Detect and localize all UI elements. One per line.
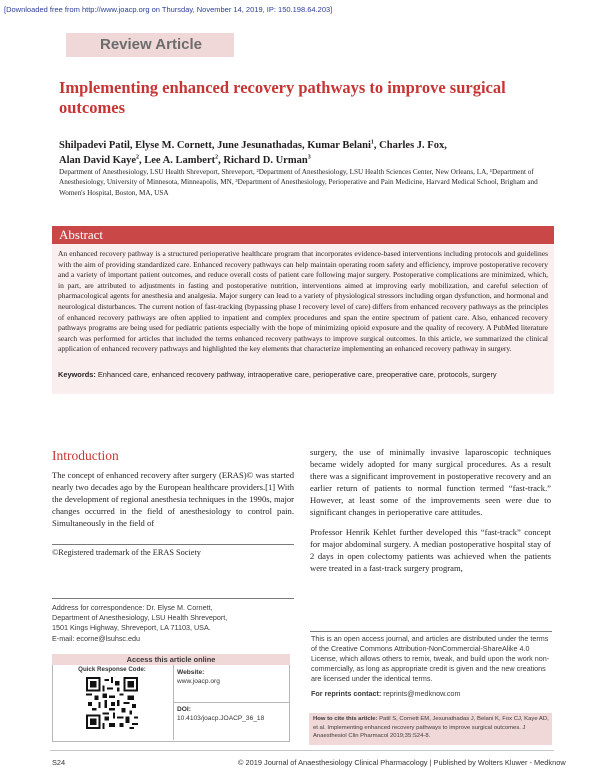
- col2-paragraph-1: surgery, the use of minimally invasive laparoscopic techniques became widely adopted for many surgical procedures. As a result there was a significant improvement in postoperative recovery and an earlier return of patients to normal function termed “fast-track.” However, at least some of the improvements seen were due to significant changes in perioperative care attitudes.: [310, 447, 551, 517]
- copyright-footer: © 2019 Journal of Anaesthesiology Clinical Pharmacology | Published by Wolters Kluwer - Medknow: [238, 758, 566, 767]
- authors-line1: Shilpadevi Patil, Elyse M. Cornett, June Jesunathadas, Kumar Belani: [59, 140, 371, 151]
- reprints-email[interactable]: reprints@medknow.com: [383, 689, 461, 698]
- access-online-heading: Access this article online: [52, 654, 290, 665]
- correspondence-line: 1501 Kings Highway, Shreveport, LA 71103, USA.: [52, 623, 211, 633]
- footnote-divider: [52, 544, 294, 545]
- abstract-text: An enhanced recovery pathway is a structured perioperative healthcare program that incorporates evidence-based interventions including protocols and guidelines with the aim of providing standardized care. Enhanced recovery pathways can help maintain operating room safety and efficiency, improve postoperative recovery and a variety of important patient outcomes, and reduce overall costs of patient care following major surgery. Postoperative complications are minimized, which, in part, are attributed to adjustments in fasting and postoperative nutrition, interventions aimed at improving early mobilization, and careful selection of pharmacological agents for anesthesia and analgesia. Major surgery can lead to a variety of physiological stressors including organ dysfunction, and hormonal and neurological disturbances. The current notion of fast-tracking (bypassing phase I recovery level of care) differs from enhanced recovery pathways as the principles of enhanced recovery pathways are often applied to inpatient and complex procedures and span the entire spectrum of patient care. Also, enhanced recovery pathways programs are being used for pediatric patients especially with the hope of minimizing opioid exposure and the quality of recovery. A PubMed literature search was performed for articles that included the terms enhanced recovery pathways to improve surgical outcomes. In this article, we summarized the clinical application of enhanced recovery pathways and highlighted the key elements that characterize implementing an enhanced recovery pathway in surgery.: [58, 249, 548, 354]
- doi-link[interactable]: 10.4103/joacp.JOACP_36_18: [177, 715, 265, 722]
- abstract-heading: Abstract: [59, 227, 104, 242]
- footer-divider: [50, 750, 554, 751]
- open-access-notice: This is an open access journal, and articles are distributed under the terms of the Creative Commons Attribution-NonCommercial-ShareAlike 4.0 License, which allows others to remix, tweak, and build upon the work non-commercially, as long as appropriate credit is given and the new creations are licensed under the identical terms.: [311, 634, 550, 684]
- introduction-heading: Introduction: [52, 448, 119, 463]
- intro-paragraph-1: The concept of enhanced recovery after surgery (ERAS)© was started nearly two decades ago by the European healthcare providers.[1] With the development of regional anesthesia techniques in the 1990s, major changes occurred in the field of anesthesiology to control pain. Simultaneously in the field of: [52, 470, 294, 528]
- open-access-divider: [310, 631, 552, 632]
- doi-block: [177, 705, 264, 723]
- doi-label: DOI:: [177, 706, 191, 713]
- correspondence-line: Department of Anesthesiology, LSU Health Shreveport,: [52, 613, 228, 623]
- author-sup: 2: [215, 154, 219, 161]
- correspondence-line: Address for correspondence: Dr. Elyse M. Cornett,: [52, 603, 213, 612]
- authors-line2: Alan David Kaye: [59, 155, 137, 166]
- website-block: [177, 668, 220, 686]
- col2-paragraph-2: Professor Henrik Kehlet further developed this “fast-track” concept for major abdominal surgery. A median postoperative hospital stay of 2 days in open colectomy patients was achieved when the patients were treated in a fast-track surgery program,: [310, 527, 551, 574]
- reprints-contact: [311, 689, 461, 698]
- keywords: [58, 370, 548, 381]
- correspondence-email: E-mail: ecorne@lsuhsc.edu: [52, 633, 140, 643]
- authors-line2b: , Lee A. Lambert: [139, 155, 216, 166]
- authors-line1b: , Charles J. Fox,: [373, 140, 447, 151]
- article-title: Implementing enhanced recovery pathways to improve surgical outcomes: [59, 78, 506, 117]
- author-sup: 3: [307, 154, 311, 161]
- download-banner: [Downloaded free from http://www.joacp.org on Thursday, November 14, 2019, IP: 150.198.64.203]: [4, 5, 333, 14]
- keywords-list: Enhanced care, enhanced recovery pathway, intraoperative care, perioperative care, preoperative care, protocols, surgery: [97, 370, 497, 379]
- access-box-divider: [173, 702, 290, 703]
- registered-trademark-note: ©Registered trademark of the ERAS Society: [52, 548, 201, 557]
- abstract-header: [52, 226, 554, 244]
- article-type-tab: [66, 33, 234, 57]
- qr-code-label: Quick Response Code:: [78, 666, 146, 673]
- page-number: S24: [52, 758, 66, 767]
- column-left: [52, 470, 294, 530]
- author-list: [59, 138, 549, 168]
- keywords-label: Keywords:: [58, 370, 96, 379]
- qr-code-icon[interactable]: [86, 677, 138, 729]
- affiliations: Department of Anesthesiology, LSU Health Shreveport, Shreveport, ²Department of Anesthesiology, LSU Health Sciences Center, New Orleans, LA, ¹Department of Anesthesiology, University of Minnesota, Minneapolis, MN, ³Department of Anesthesiology, Perioperative and Pain Medicine, Harvard Medical School, Brigham and Women's Hospital, Boston, MA, USA: [59, 168, 538, 197]
- website-link[interactable]: www.joacp.org: [177, 678, 220, 685]
- correspondence-address: [52, 603, 292, 644]
- website-label: Website:: [177, 669, 205, 676]
- authors-line2c: , Richard D. Urman: [218, 155, 308, 166]
- author-sup: 1: [370, 139, 374, 146]
- citation-text: Patil S, Cornett EM, Jesunathadas J, Belani K, Fox CJ, Kaye AD, et al. Implementing enhanced recovery pathways to improve surgical outcomes. J Anaesthesiol Clin Pharmacol 2019;35:S24-8.: [313, 716, 549, 740]
- citation: [313, 715, 549, 741]
- column-right: [310, 447, 551, 575]
- author-sup: 2: [136, 154, 140, 161]
- correspondence-divider: [52, 598, 294, 599]
- citation-label: How to cite this article:: [313, 716, 378, 722]
- reprints-label: For reprints contact:: [311, 689, 382, 698]
- article-type-label: Review Article: [100, 36, 202, 53]
